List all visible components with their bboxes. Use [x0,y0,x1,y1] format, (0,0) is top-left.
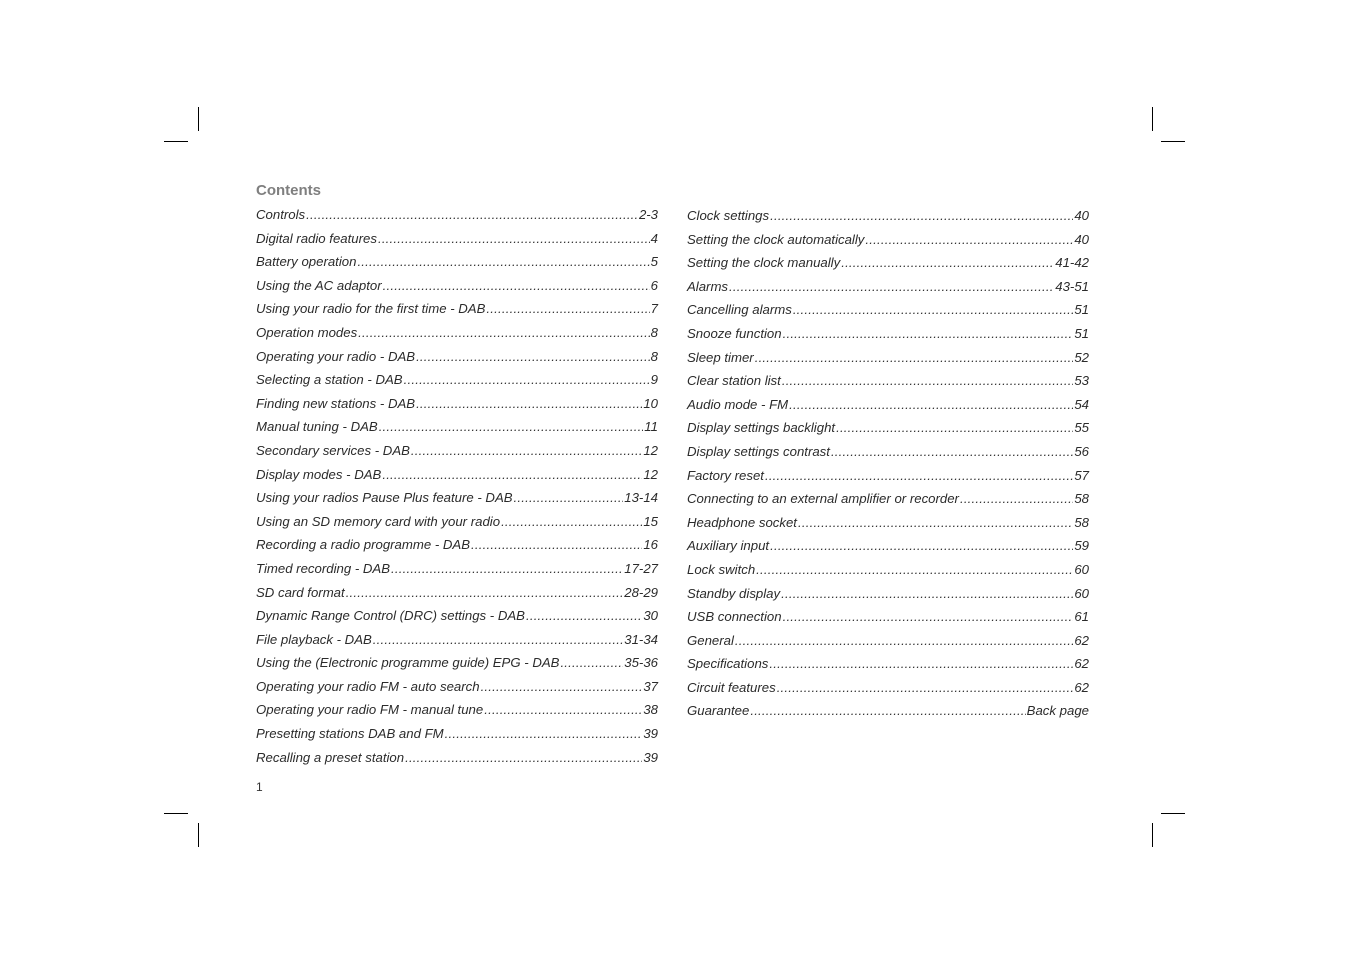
toc-entry[interactable] [687,302,1089,326]
toc-entry[interactable] [687,680,1089,704]
dot-leader [501,514,642,529]
toc-entry[interactable] [256,585,658,609]
toc-entry-page: 9 [650,372,658,388]
dot-leader [781,586,1073,601]
toc-entry-page: Back page [1026,703,1089,719]
dot-leader [378,231,650,246]
toc-right-column [687,208,1089,727]
dot-leader [770,538,1073,553]
toc-entry-page: 13-14 [624,490,658,506]
toc-entry-title: Setting the clock manually [687,255,841,271]
dot-leader [783,326,1074,341]
dot-leader [831,444,1073,459]
toc-entry-title: Display settings contrast [687,443,830,459]
dot-leader [729,279,1054,294]
toc-entry-page: 60 [1074,561,1089,577]
toc-entry-page: 7 [650,301,658,317]
toc-entry-title: Manual tuning - DAB [256,419,378,435]
toc-entry-page: 41-42 [1055,255,1089,271]
toc-entry-page: 56 [1074,443,1089,459]
dot-leader [789,397,1073,412]
dot-leader [383,278,650,293]
crop-mark [164,141,188,142]
toc-entry-title: Timed recording - DAB [256,560,390,576]
toc-entry-title: Factory reset [687,467,764,483]
toc-entry[interactable] [256,608,658,632]
toc-entry-title: Standby display [687,585,781,601]
toc-entry-title: USB connection [687,609,782,625]
dot-leader [416,396,642,411]
dot-leader [735,633,1073,648]
crop-mark [164,813,188,814]
toc-entry-page: 51 [1074,302,1089,318]
toc-entry-page: 57 [1074,467,1089,483]
toc-entry-page: 35-36 [624,655,658,671]
toc-entry-page: 38 [643,702,658,718]
toc-entry-title: Digital radio features [256,230,377,246]
toc-entry[interactable] [256,726,658,750]
toc-entry[interactable] [256,561,658,585]
dot-leader [782,373,1074,388]
dot-leader [346,585,624,600]
dot-leader [526,608,642,623]
toc-entry-page: 4 [650,230,658,246]
toc-entry-page: 58 [1074,514,1089,530]
toc-entry-title: Auxiliary input [687,538,770,554]
toc-entry-title: Operating your radio FM - auto search [256,678,480,694]
dot-leader [358,325,649,340]
dot-leader [411,443,642,458]
toc-entry-title: Recalling a preset station [256,749,405,765]
toc-entry[interactable] [256,419,658,443]
dot-leader [560,655,623,670]
toc-entry-page: 62 [1074,656,1089,672]
toc-entry-title: Lock switch [687,561,756,577]
toc-entry-title: Using your radio for the first time - DAB [256,301,486,317]
toc-entry-title: Dynamic Range Control (DRC) settings - DAB [256,608,525,624]
toc-entry-title: Display modes - DAB [256,466,382,482]
toc-entry-title: Sleep timer [687,349,754,365]
dot-leader [514,490,624,505]
toc-entry-title: Using your radios Pause Plus feature - DAB [256,490,513,506]
toc-entry-title: File playback - DAB [256,631,372,647]
toc-entry-page: 28-29 [624,584,658,600]
toc-entry-page: 40 [1074,208,1089,223]
toc-entry-title: Display settings backlight [687,420,836,436]
dot-leader [471,537,642,552]
toc-entry[interactable] [256,514,658,538]
dot-leader [382,467,642,482]
toc-entry-page: 8 [650,324,658,340]
toc-entry[interactable] [256,679,658,703]
toc-entry-page: 58 [1074,491,1089,507]
crop-mark [1161,813,1185,814]
toc-entry-page: 17-27 [624,560,658,576]
toc-entry-title: Circuit features [687,679,776,695]
dot-leader [777,680,1074,695]
toc-entry[interactable] [256,750,658,774]
toc-entry[interactable] [687,444,1089,468]
toc-entry-page: 30 [643,608,658,624]
toc-entry[interactable] [256,231,658,255]
toc-entry[interactable] [687,703,1089,727]
toc-entry-page: 54 [1074,396,1089,412]
crop-mark [198,107,199,131]
toc-entry[interactable] [256,490,658,514]
toc-entry-page: 31-34 [624,631,658,647]
toc-entry-page: 51 [1074,325,1089,341]
toc-entry-title: SD card format [256,584,345,600]
toc-entry-page: 40 [1074,231,1089,247]
toc-entry-title: Finding new stations - DAB [256,395,416,411]
toc-entry-title: Using the AC adaptor [256,277,382,293]
toc-entry[interactable] [687,255,1089,279]
toc-entry[interactable] [256,372,658,396]
toc-entry-page: 62 [1074,679,1089,695]
toc-entry[interactable] [687,491,1089,515]
toc-entry-title: Headphone socket [687,514,797,530]
dot-leader [306,207,638,222]
crop-mark [198,823,199,847]
toc-entry[interactable] [687,397,1089,421]
crop-mark [1161,141,1185,142]
dot-leader [798,515,1073,530]
dot-leader [391,561,623,576]
toc-entry[interactable] [687,208,1089,232]
toc-entry[interactable] [256,278,658,302]
dot-leader [770,208,1073,223]
toc-entry-title: Selecting a station - DAB [256,372,403,388]
toc-entry-page: 59 [1074,538,1089,554]
toc-entry-page: 62 [1074,632,1089,648]
toc-entry-page: 16 [643,537,658,553]
page-number: 1 [256,780,263,794]
toc-left-column [256,207,658,773]
toc-entry-page: 6 [650,277,658,293]
toc-entry-title: Controls [256,207,306,222]
toc-entry[interactable] [256,467,658,491]
toc-entry[interactable] [687,656,1089,680]
dot-leader [783,609,1074,624]
toc-entry[interactable] [256,396,658,420]
toc-entry-page: 11 [644,419,658,435]
toc-entry[interactable] [256,632,658,656]
dot-leader [405,750,642,765]
toc-entry[interactable] [687,373,1089,397]
dot-leader [960,491,1073,506]
toc-entry-page: 61 [1074,609,1089,625]
toc-entry-page: 8 [650,348,658,364]
toc-entry-title: Setting the clock automatically [687,231,865,247]
toc-entry[interactable] [256,655,658,679]
toc-entry[interactable] [256,349,658,373]
toc-entry-title: Specifications [687,656,769,672]
dot-leader [416,349,650,364]
toc-entry[interactable] [687,609,1089,633]
toc-entry-title: Operating your radio FM - manual tune [256,702,484,718]
toc-entry-title: Recording a radio programme - DAB [256,537,471,553]
dot-leader [484,702,642,717]
toc-entry[interactable] [687,562,1089,586]
toc-entry-page: 53 [1074,373,1089,389]
toc-entry-page: 37 [643,678,658,694]
toc-entry-title: Connecting to an external amplifier or recorder [687,491,959,507]
toc-entry-page: 2-3 [638,207,658,222]
toc-entry-title: Operating your radio - DAB [256,348,416,364]
toc-entry-page: 55 [1074,420,1089,436]
toc-entry-title: Clock settings [687,208,770,223]
dot-leader [765,468,1073,483]
dot-leader [486,301,649,316]
dot-leader [750,703,1025,718]
dot-leader [836,420,1073,435]
toc-entry-page: 10 [643,395,658,411]
toc-entry[interactable] [687,279,1089,303]
dot-leader [865,232,1073,247]
toc-entry[interactable] [256,537,658,561]
toc-entry-page: 12 [643,442,658,458]
toc-entry-title: Battery operation [256,254,357,270]
dot-leader [755,350,1074,365]
toc-entry-page: 15 [643,513,658,529]
toc-entry-title: Presetting stations DAB and FM [256,726,444,742]
crop-mark [1152,823,1153,847]
toc-entry-title: General [687,632,734,648]
toc-entry[interactable] [256,325,658,349]
toc-entry[interactable] [687,515,1089,539]
toc-entry-page: 39 [643,726,658,742]
toc-entry[interactable] [687,633,1089,657]
toc-entry[interactable] [256,443,658,467]
toc-entry-title: Clear station list [687,373,781,389]
toc-entry-page: 39 [643,749,658,765]
toc-entry-page: 5 [650,254,658,270]
toc-entry-title: Snooze function [687,325,782,341]
toc-entry-title: Audio mode - FM [687,396,789,412]
dot-leader [769,656,1073,671]
toc-entry-title: Using the (Electronic programme guide) EPG - DAB [256,655,560,671]
toc-entry-title: Secondary services - DAB [256,442,410,458]
toc-entry[interactable] [687,468,1089,492]
toc-entry-page: 12 [643,466,658,482]
crop-mark [1152,107,1153,131]
page-title: Contents [256,182,321,199]
dot-leader [373,632,623,647]
toc-entry[interactable] [687,586,1089,610]
toc-entry-page: 60 [1074,585,1089,601]
dot-leader [379,419,644,434]
toc-entry[interactable] [687,326,1089,350]
toc-entry[interactable] [687,538,1089,562]
toc-entry[interactable] [687,232,1089,256]
toc-entry[interactable] [256,702,658,726]
toc-entry-page: 43-51 [1055,278,1089,294]
toc-entry[interactable] [256,254,658,278]
toc-entry-title: Guarantee [687,703,750,719]
dot-leader [445,726,643,741]
dot-leader [481,679,643,694]
dot-leader [841,255,1054,270]
toc-entry-title: Cancelling alarms [687,302,792,318]
toc-entry-title: Operation modes [256,324,358,340]
toc-entry-title: Using an SD memory card with your radio [256,513,501,529]
toc-entry[interactable] [256,207,658,231]
toc-entry[interactable] [256,301,658,325]
toc-entry[interactable] [687,350,1089,374]
toc-entry-title: Alarms [687,278,729,294]
dot-leader [756,562,1073,577]
toc-entry-page: 52 [1074,349,1089,365]
dot-leader [793,302,1074,317]
toc-entry[interactable] [687,420,1089,444]
dot-leader [404,372,650,387]
dot-leader [357,254,649,269]
